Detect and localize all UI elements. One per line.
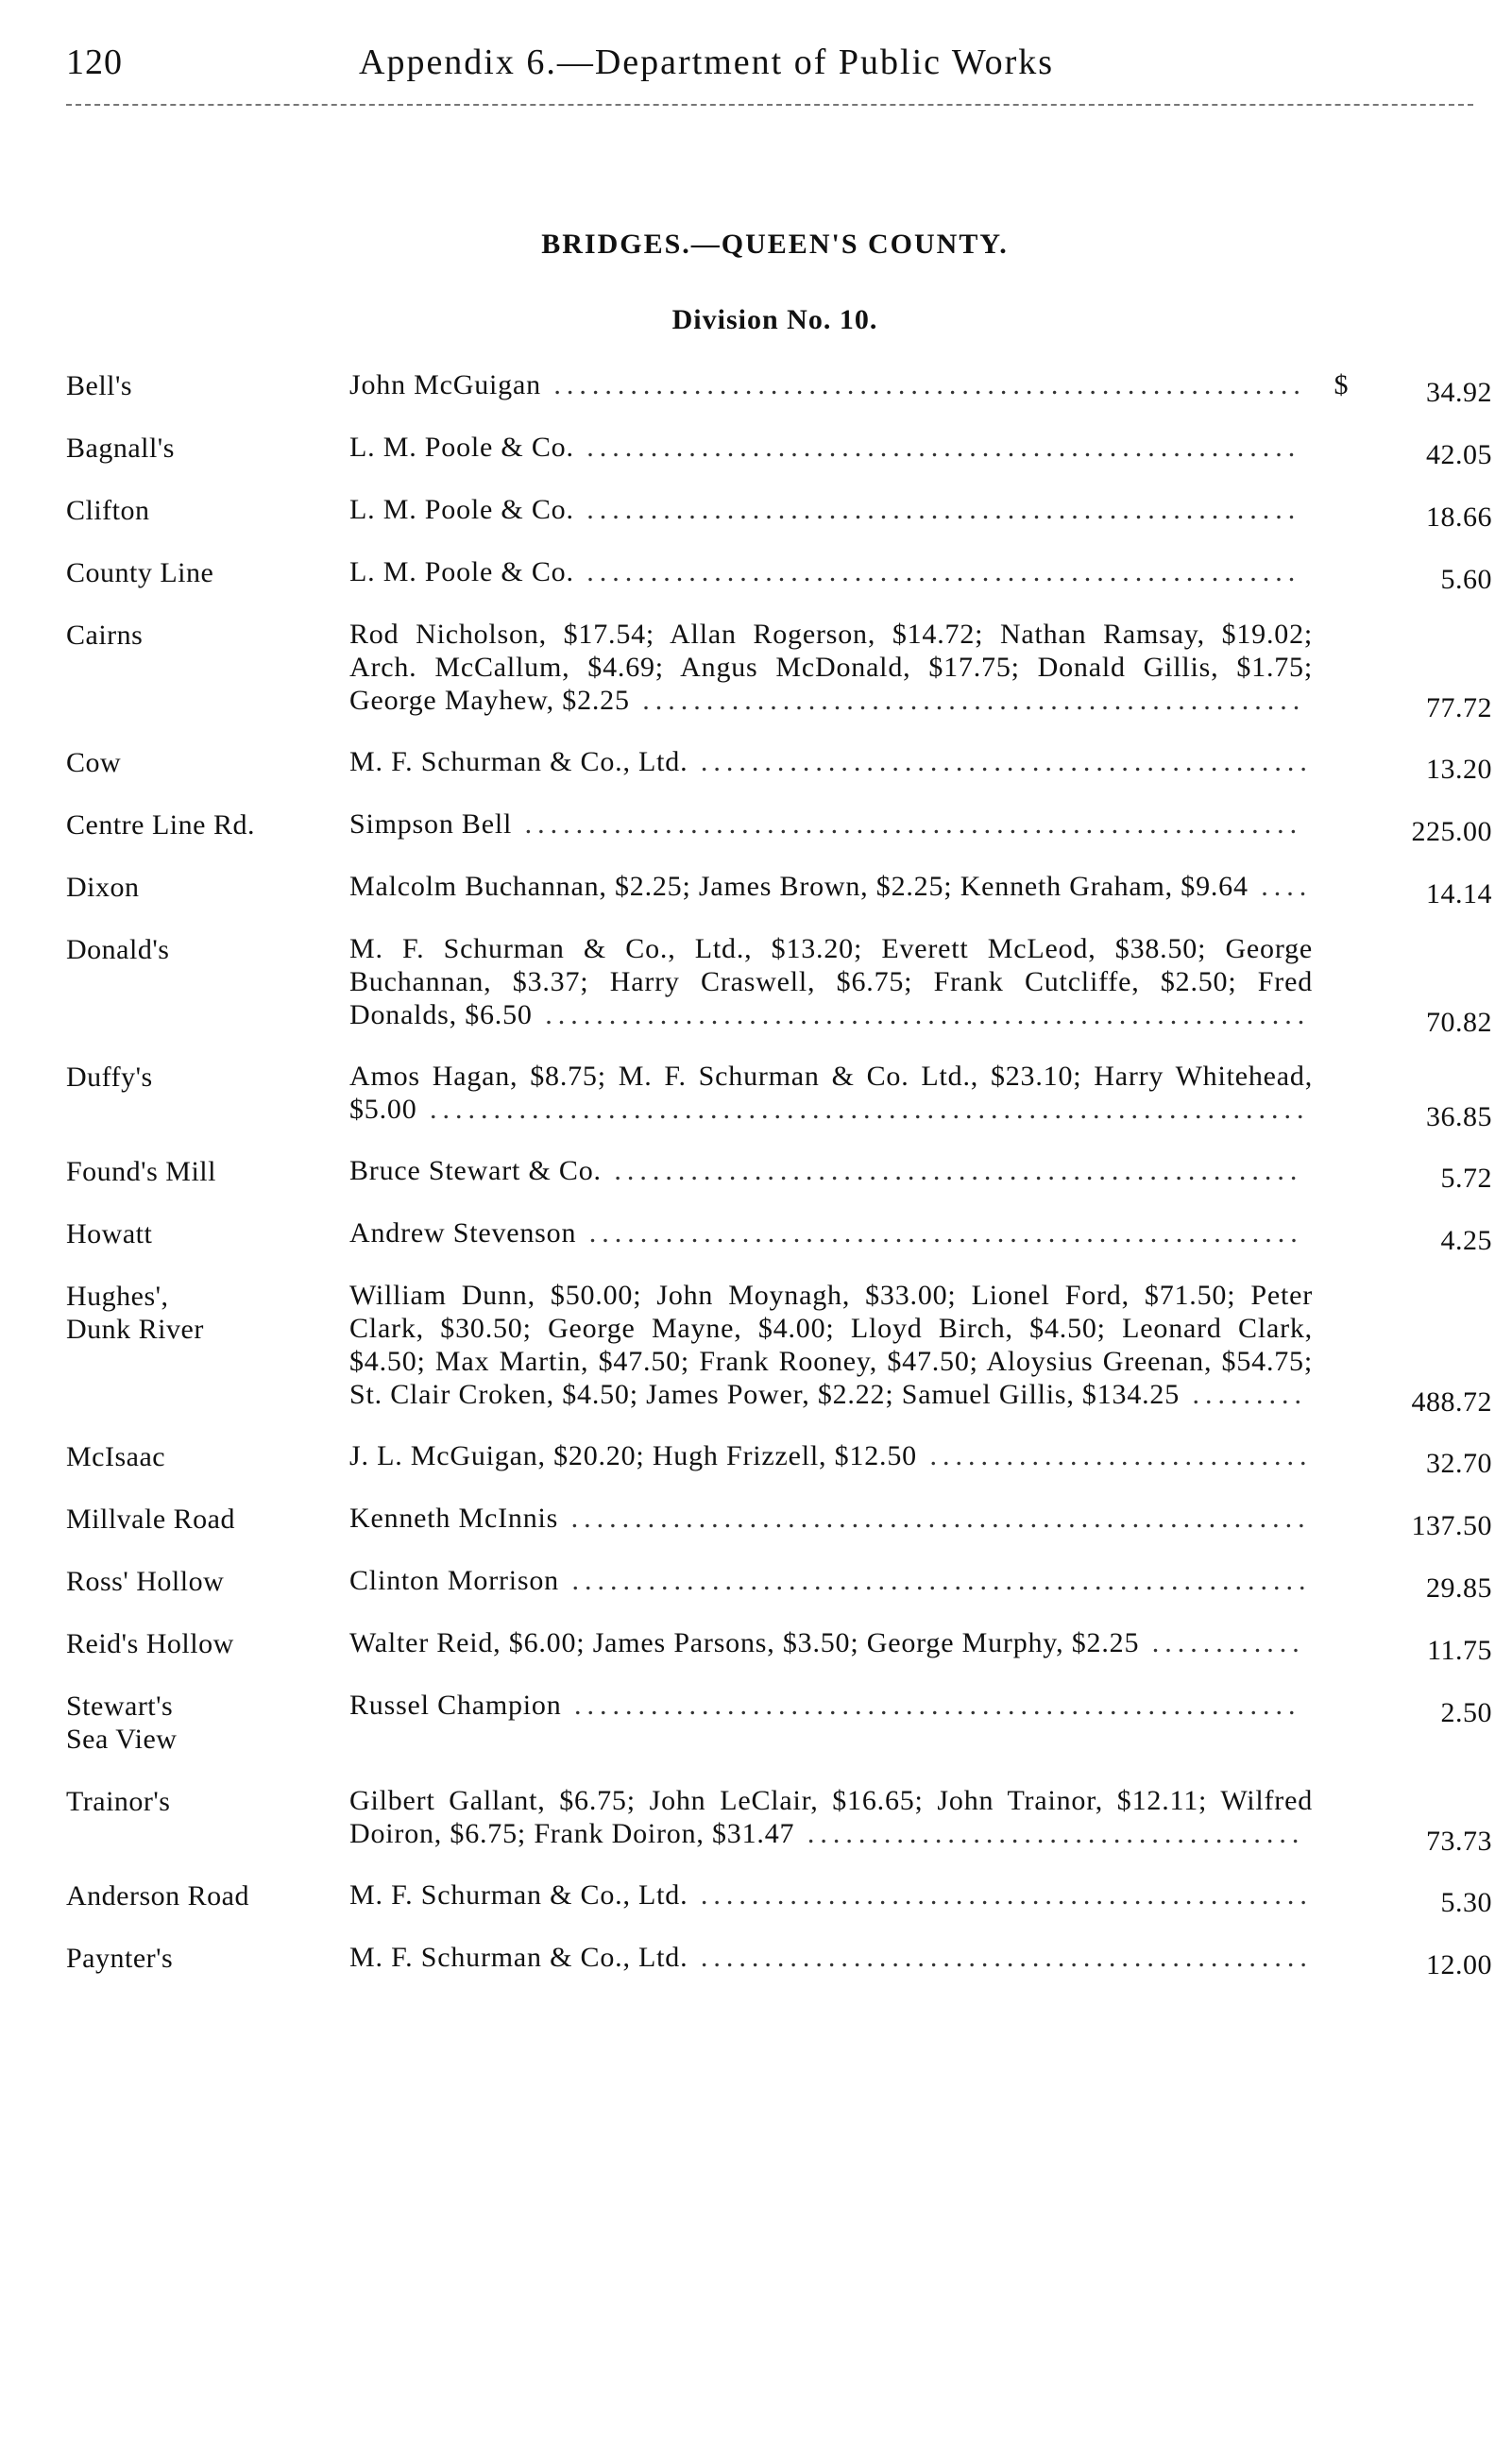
ledger-entry xyxy=(66,1689,1502,1756)
bridge-name: Paynter's xyxy=(66,1943,174,1974)
amount: 32.70 xyxy=(1426,1448,1492,1479)
bridge-name: Millvale Road xyxy=(66,1504,235,1535)
amount: 2.50 xyxy=(1440,1697,1492,1728)
contractor-cell xyxy=(349,1502,1313,1535)
ledger-entry xyxy=(66,1941,1502,1980)
ledger-entry xyxy=(66,618,1502,723)
bridge-name: McIsaac xyxy=(66,1441,166,1472)
ledger-entry xyxy=(66,1060,1502,1132)
dot-leader: ........................................................... xyxy=(540,369,1306,400)
amount: 77.72 xyxy=(1426,692,1492,723)
ledger-entry xyxy=(66,932,1502,1038)
contractor-cell xyxy=(349,368,1313,401)
contractor-cell xyxy=(349,1689,1313,1722)
bridge-name: Bagnall's xyxy=(66,433,175,464)
bridge-name: Anderson Road xyxy=(66,1880,249,1912)
amount: 5.72 xyxy=(1440,1163,1492,1194)
contractor-text: William Dunn, $50.00; John Moynagh, $33.00; Lionel Ford, $71.50; Peter Clark, $30.50; George Mayne, $4.00; Lloyd Birch, $4.50; Leonard Clark, $4.50; Max Martin, $47.50; Frank Rooney, $47.50; Aloysius Greenan, $54.75; St. Clair Croken, $4.50; James Power, $2.22; Samuel Gillis, $134.25 xyxy=(349,1280,1313,1410)
dot-leader: ......................................................... xyxy=(561,1690,1301,1721)
contractor-cell xyxy=(349,807,1313,841)
bridge-name: Donald's xyxy=(66,934,170,965)
contractor-text: L. M. Poole & Co. xyxy=(349,556,574,587)
contractor-text: Andrew Stevenson xyxy=(349,1217,577,1249)
bridge-name: Found's Mill xyxy=(66,1156,216,1187)
ledger-entry xyxy=(66,493,1502,533)
amount: 4.25 xyxy=(1440,1225,1492,1256)
contractor-text: Bruce Stewart & Co. xyxy=(349,1155,602,1186)
contractor-text: Simpson Bell xyxy=(349,808,513,840)
contractor-cell xyxy=(349,870,1313,903)
contractor-text: Rod Nicholson, $17.54; Allan Rogerson, $14.72; Nathan Ramsay, $19.02; Arch. McCallum, $4.69; Angus McDonald, $17.75; Donald Gillis, $1.75; George Mayhew, $2.25 xyxy=(349,619,1313,716)
dot-leader: .......................................................... xyxy=(558,1503,1311,1534)
contractor-text: L. M. Poole & Co. xyxy=(349,432,574,463)
contractor-text: Clinton Morrison xyxy=(349,1565,559,1596)
ledger-entry xyxy=(66,1626,1502,1666)
bridge-name: Stewart's Sea View xyxy=(66,1691,178,1755)
contractor-text: M. F. Schurman & Co., Ltd. xyxy=(349,746,688,777)
contractor-cell xyxy=(349,493,1313,526)
contractor-text: L. M. Poole & Co. xyxy=(349,494,574,525)
contractor-cell xyxy=(349,1784,1313,1850)
contractor-cell xyxy=(349,745,1313,778)
bridge-name: Reid's Hollow xyxy=(66,1628,234,1659)
ledger-entry xyxy=(66,1502,1502,1541)
currency-symbol: $ xyxy=(1334,369,1349,400)
ledger-entry xyxy=(66,1216,1502,1256)
amount: 14.14 xyxy=(1426,878,1492,909)
bridge-name: Bell's xyxy=(66,370,133,401)
page-header xyxy=(66,42,1473,98)
ledger-entry xyxy=(66,870,1502,909)
contractor-text: Walter Reid, $6.00; James Parsons, $3.50; George Murphy, $2.25 xyxy=(349,1627,1140,1658)
contractor-cell xyxy=(349,1154,1313,1187)
header-rule xyxy=(66,104,1473,106)
contractor-text: Kenneth McInnis xyxy=(349,1503,559,1534)
ledger-entry xyxy=(66,1439,1502,1479)
dot-leader: ............ xyxy=(1139,1627,1305,1658)
amount: 13.20 xyxy=(1426,754,1492,785)
dot-leader: ............................................................ xyxy=(532,999,1311,1030)
bridge-name: Dixon xyxy=(66,872,140,903)
contractor-cell xyxy=(349,1060,1313,1126)
bridge-name: Duffy's xyxy=(66,1062,153,1093)
division-title: Division No. 10. xyxy=(671,304,878,335)
amount: 488.72 xyxy=(1411,1386,1492,1418)
bridge-expenditure-list xyxy=(66,368,1502,2003)
dot-leader: ................................................ xyxy=(688,1879,1313,1911)
ledger-entry xyxy=(66,1784,1502,1857)
amount: 34.92 xyxy=(1426,377,1492,408)
dot-leader: ......... xyxy=(1180,1379,1308,1410)
section-title: BRIDGES.—QUEEN'S COUNTY. xyxy=(541,229,1009,260)
ledger-entry xyxy=(66,555,1502,595)
dot-leader: ...................................................... xyxy=(601,1155,1303,1186)
bridge-name: Howatt xyxy=(66,1218,153,1249)
dot-leader: ................................................ xyxy=(688,746,1313,777)
amount: 29.85 xyxy=(1426,1572,1492,1604)
contractor-text: John McGuigan xyxy=(349,369,541,400)
dot-leader: ........................................................ xyxy=(573,494,1301,525)
contractor-text: M. F. Schurman & Co., Ltd. xyxy=(349,1942,688,1973)
ledger-entry xyxy=(66,1154,1502,1194)
ledger-entry xyxy=(66,1279,1502,1418)
dot-leader: ........................................................ xyxy=(576,1217,1303,1249)
contractor-text: M. F. Schurman & Co., Ltd., $13.20; Everett McLeod, $38.50; George Buchannan, $3.37; Harry Craswell, $6.75; Frank Cutcliffe, $2.50; Fred Donalds, $6.50 xyxy=(349,933,1313,1030)
contractor-text: Gilbert Gallant, $6.75; John LeClair, $16.65; John Trainor, $12.11; Wilfred Doiron, $6.75; Frank Doiron, $31.47 xyxy=(349,1785,1313,1849)
contractor-cell xyxy=(349,1216,1313,1249)
amount: 11.75 xyxy=(1427,1635,1492,1666)
amount: 18.66 xyxy=(1426,501,1492,533)
contractor-cell xyxy=(349,932,1313,1031)
amount: 12.00 xyxy=(1426,1949,1492,1980)
dot-leader: ..................................................................... xyxy=(416,1094,1310,1125)
contractor-cell xyxy=(349,1878,1313,1912)
dot-leader: .... xyxy=(1248,871,1313,902)
dot-leader: ....................................... xyxy=(794,1818,1305,1849)
bridge-name: Cairns xyxy=(66,620,144,651)
ledger-entry xyxy=(66,431,1502,470)
contractor-cell xyxy=(349,555,1313,588)
amount: 137.50 xyxy=(1411,1510,1492,1541)
contractor-text: J. L. McGuigan, $20.20; Hugh Frizzell, $12.50 xyxy=(349,1440,917,1471)
bridge-name: Hughes', Dunk River xyxy=(66,1281,204,1345)
amount: 5.60 xyxy=(1440,564,1492,595)
bridge-name: Centre Line Rd. xyxy=(66,809,255,841)
dot-leader: ........................................................ xyxy=(573,432,1301,463)
amount: 70.82 xyxy=(1426,1007,1492,1038)
dot-leader: .................................................... xyxy=(629,685,1306,716)
dot-leader: ........................................................ xyxy=(573,556,1301,587)
bridge-name: Ross' Hollow xyxy=(66,1566,225,1597)
running-title: Appendix 6.—Department of Public Works xyxy=(359,42,1055,82)
contractor-cell xyxy=(349,1626,1313,1659)
dot-leader: .......................................................... xyxy=(558,1565,1312,1596)
dot-leader: ................................................ xyxy=(688,1942,1313,1973)
contractor-text: Russel Champion xyxy=(349,1690,562,1721)
amount: 5.30 xyxy=(1440,1887,1492,1918)
contractor-text: Amos Hagan, $8.75; M. F. Schurman & Co. Ltd., $23.10; Harry Whitehead, $5.00 xyxy=(349,1061,1313,1125)
ledger-entry xyxy=(66,1878,1502,1918)
contractor-cell xyxy=(349,431,1313,464)
bridge-name: County Line xyxy=(66,557,214,588)
contractor-text: M. F. Schurman & Co., Ltd. xyxy=(349,1879,688,1911)
ledger-entry xyxy=(66,368,1502,408)
amount: 225.00 xyxy=(1411,816,1492,847)
page-number: 120 xyxy=(66,42,123,82)
contractor-text: Malcolm Buchannan, $2.25; James Brown, $2.25; Kenneth Graham, $9.64 xyxy=(349,871,1249,902)
contractor-cell xyxy=(349,1564,1313,1597)
ledger-entry xyxy=(66,807,1502,847)
contractor-cell xyxy=(349,618,1313,717)
dot-leader: ............................................................. xyxy=(512,808,1303,840)
amount: 42.05 xyxy=(1426,439,1492,470)
contractor-cell xyxy=(349,1941,1313,1974)
contractor-cell xyxy=(349,1439,1313,1472)
bridge-name: Cow xyxy=(66,747,122,778)
bridge-name: Clifton xyxy=(66,495,150,526)
ledger-entry xyxy=(66,745,1502,785)
bridge-name: Trainor's xyxy=(66,1786,171,1817)
amount: 36.85 xyxy=(1426,1101,1492,1132)
amount: 73.73 xyxy=(1426,1826,1492,1857)
contractor-cell xyxy=(349,1279,1313,1411)
ledger-entry xyxy=(66,1564,1502,1604)
dot-leader: .............................. xyxy=(916,1440,1313,1471)
